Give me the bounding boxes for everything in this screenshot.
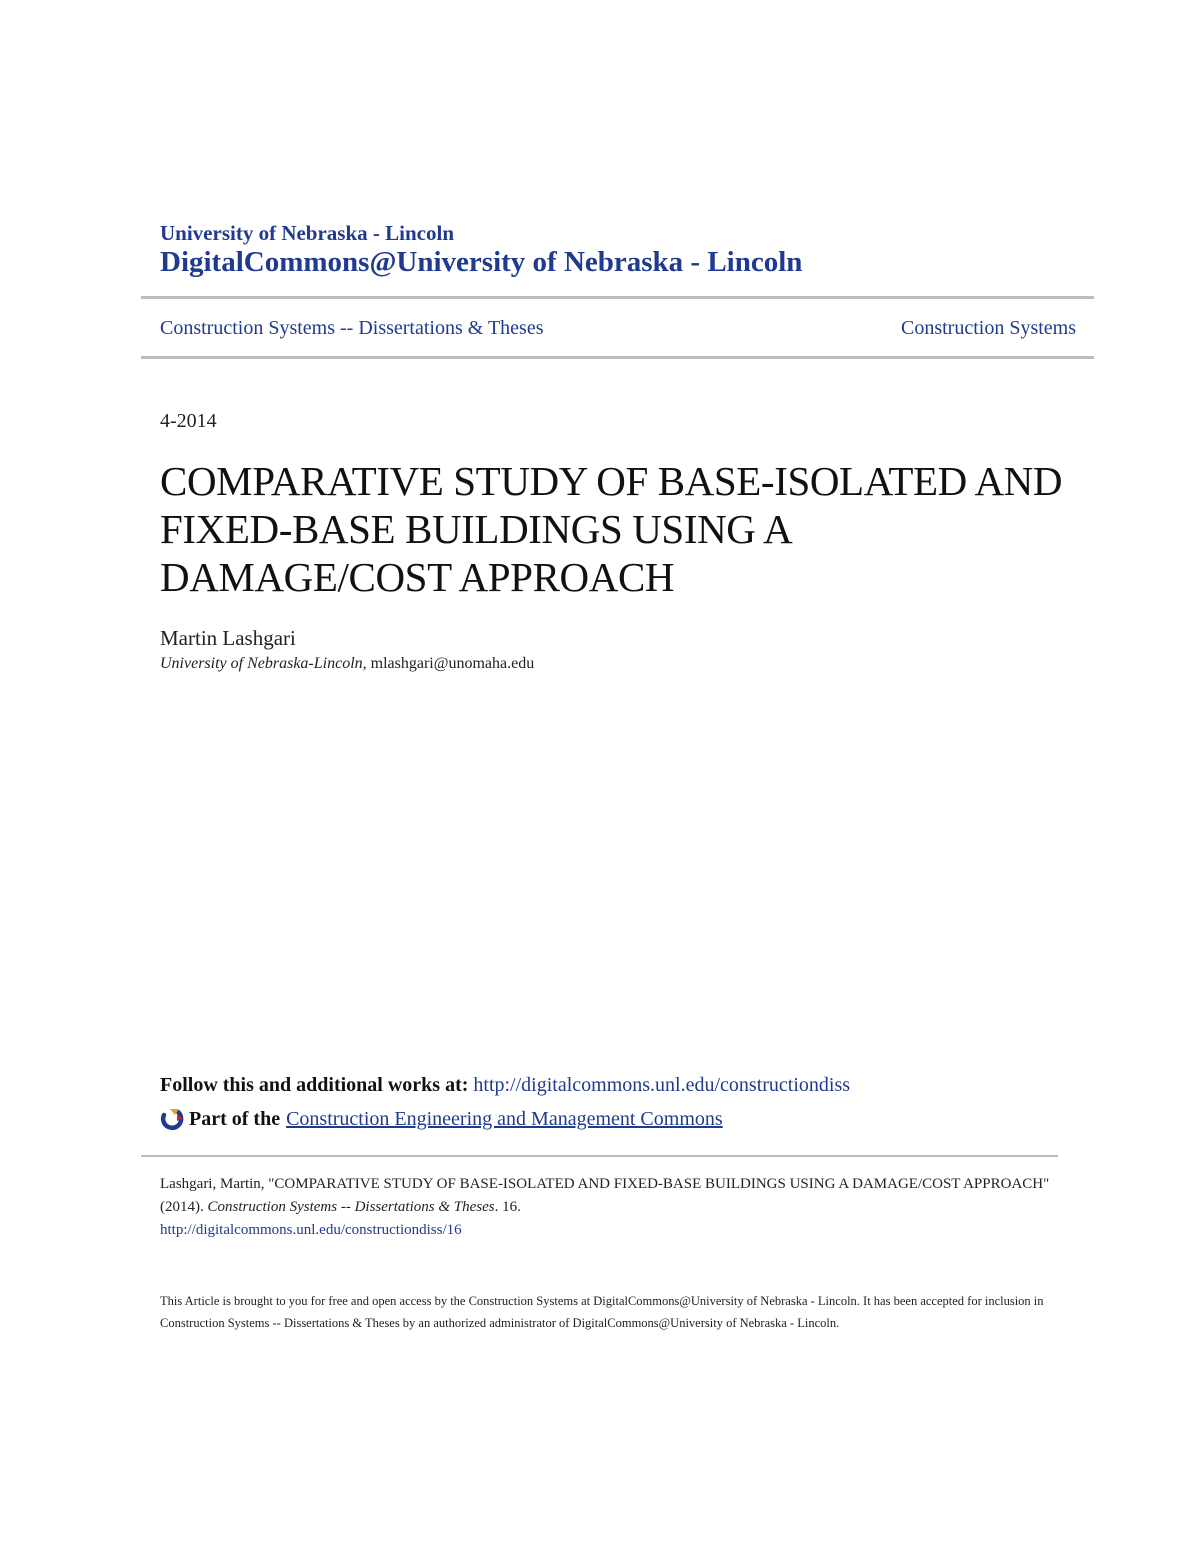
citation-divider <box>141 1155 1058 1157</box>
repository-link[interactable]: DigitalCommons@University of Nebraska - Lincoln <box>160 246 803 278</box>
citation-text: Lashgari, Martin, "COMPARATIVE STUDY OF BASE-ISOLATED AND FIXED-BASE BUILDINGS USING A DAMAGE/COST APPROACH" (2014). <box>160 1176 1050 1215</box>
part-of-line <box>158 1106 723 1133</box>
publication-date: 4-2014 <box>160 410 217 432</box>
citation-series: Construction Systems -- Dissertations & Theses <box>207 1199 495 1215</box>
header-divider-top <box>141 296 1094 299</box>
header-divider-bottom <box>141 356 1094 359</box>
series-construction-systems-link[interactable]: Construction Systems <box>900 317 1076 339</box>
affiliation-email: mlashgari@unomaha.edu <box>366 655 535 672</box>
open-access-icon <box>158 1106 185 1133</box>
discipline-commons-link[interactable]: Construction Engineering and Management Commons <box>286 1108 723 1130</box>
follow-label: Follow this and additional works at: <box>160 1074 474 1096</box>
access-notice: This Article is brought to you for free and open access by the Construction Systems at DigitalCommons@University of Nebraska - Lincoln. It has been accepted for inclusion in Construction Systems -- Dissertations & Theses by an authorized administrator of DigitalCommons@University of Nebraska - Lincoln. <box>160 1294 1044 1330</box>
affiliation-institution: University of Nebraska-Lincoln, <box>160 655 367 672</box>
recommended-citation <box>160 1173 1060 1242</box>
part-of-label: Part of the <box>189 1108 281 1130</box>
follow-line <box>160 1074 850 1097</box>
author-name: Martin Lashgari <box>160 626 296 650</box>
document-title: COMPARATIVE STUDY OF BASE-ISOLATED AND FIXED-BASE BUILDINGS USING A DAMAGE/COST APPROACH <box>160 458 1063 600</box>
author-affiliation <box>160 655 534 673</box>
follow-url-link[interactable]: http://digitalcommons.unl.edu/constructiondiss <box>473 1074 851 1096</box>
citation-url-link[interactable]: http://digitalcommons.unl.edu/constructiondiss/16 <box>160 1222 462 1238</box>
institution-link[interactable]: University of Nebraska - Lincoln <box>160 221 454 245</box>
series-dissertations-link[interactable]: Construction Systems -- Dissertations & Theses <box>160 317 544 339</box>
citation-number: . 16. <box>494 1199 521 1215</box>
